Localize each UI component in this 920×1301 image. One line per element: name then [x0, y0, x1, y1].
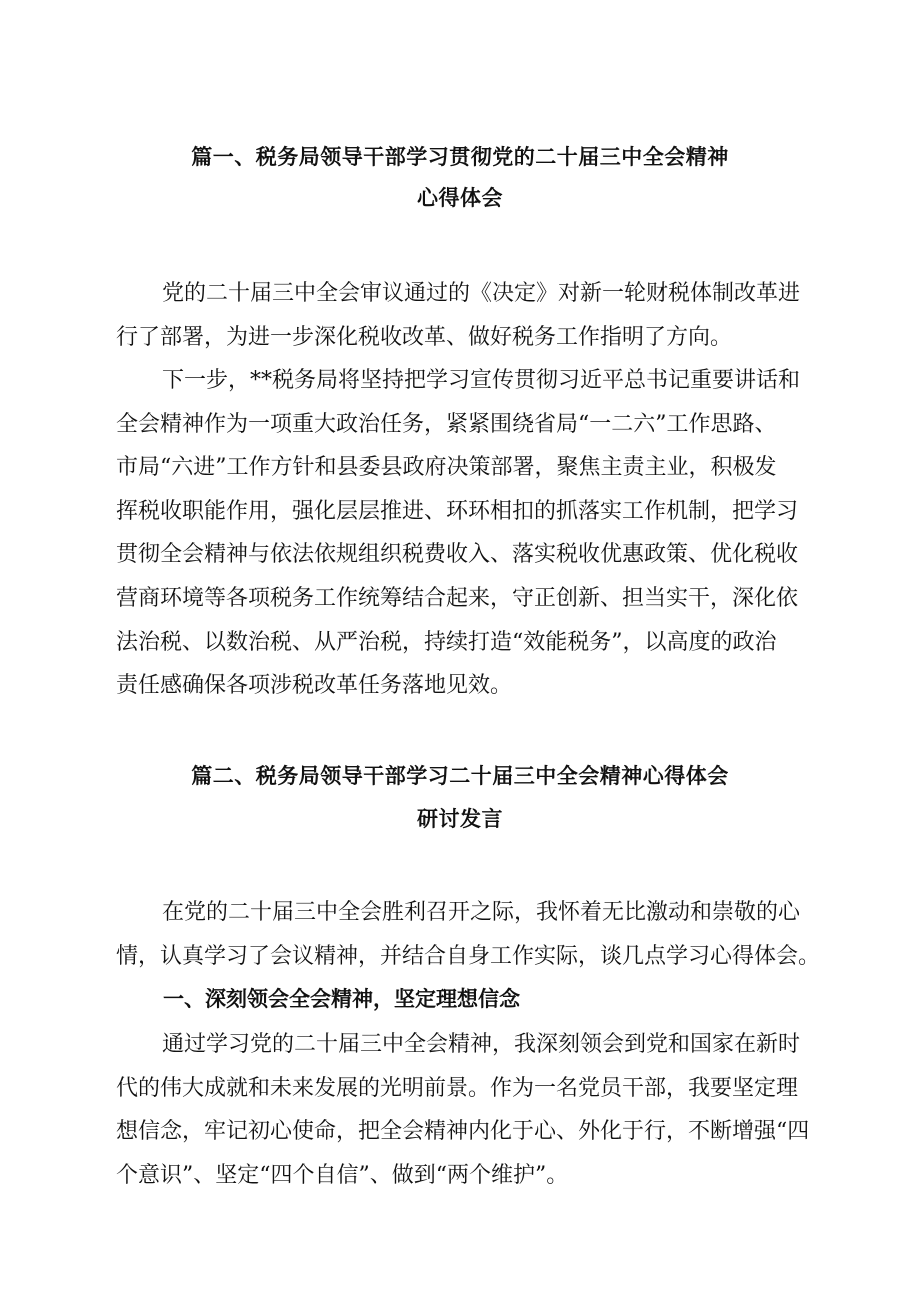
section2-title-line2: 研讨发言: [417, 807, 503, 831]
paragraph-line: 全会精神作为一项重大政治任务，紧紧围绕省局“一二六”工作思路、: [116, 411, 777, 437]
paragraph-line: 营商环境等各项税务工作统筹结合起来，守正创新、担当实干，深化依: [116, 585, 799, 611]
section1-paragraph-1: [116, 272, 836, 359]
paragraph-line: 贯彻全会精神与依法依规组织税费收入、落实税收优惠政策、优化税收: [116, 542, 799, 568]
paragraph-line: 党的二十届三中全会审议通过的《决定》对新一轮财税体制改革进: [162, 281, 801, 306]
section1-title-line1: 篇一、税务局领导干部学习贯彻党的二十届三中全会精神: [191, 145, 729, 169]
paragraph-line: 责任感确保各项涉税改革任务落地见效。: [116, 673, 513, 699]
paragraph-line: 市局“六进”工作方针和县委县政府决策部署，聚焦主责主业，积极发: [116, 455, 777, 481]
paragraph-line: 情，认真学习了会议精神，并结合自身工作实际，谈几点学习心得体会。: [116, 943, 821, 969]
section2-title-line1: 篇二、税务局领导干部学习二十届三中全会精神心得体会: [191, 764, 729, 788]
paragraph-line: 行了部署，为进一步深化税收改革、做好税务工作指明了方向。: [116, 324, 733, 350]
section2-paragraph-1: [116, 891, 836, 978]
paragraph-line: 想信念，牢记初心使命，把全会精神内化于心、外化于行，不断增强“四: [116, 1119, 810, 1145]
paragraph-line: 通过学习党的二十届三中全会精神，我深刻领会到党和国家在新时: [162, 1032, 801, 1057]
paragraph-line: 下一步，**税务局将坚持把学习宣传贯彻习近平总书记重要讲话和: [162, 368, 801, 393]
paragraph-line: 在党的二十届三中全会胜利召开之际，我怀着无比激动和崇敬的心: [162, 900, 801, 925]
section2-heading-1: 一、深刻领会全会精神，坚定理想信念: [163, 987, 520, 1011]
section1-title-line2: 心得体会: [417, 186, 503, 210]
paragraph-line: 个意识”、坚定“四个自信”、做到“两个维护”。: [116, 1162, 569, 1188]
section1-paragraph-2: [116, 359, 836, 708]
section2-paragraph-2: [116, 1023, 836, 1197]
paragraph-line: 法治税、以数治税、从严治税，持续打造“效能税务”，以高度的政治: [116, 629, 777, 655]
paragraph-line: 代的伟大成就和未来发展的光明前景。作为一名党员干部，我要坚定理: [116, 1075, 799, 1101]
paragraph-line: 挥税收职能作用，强化层层推进、环环相扣的抓落实工作机制，把学习: [116, 498, 799, 524]
